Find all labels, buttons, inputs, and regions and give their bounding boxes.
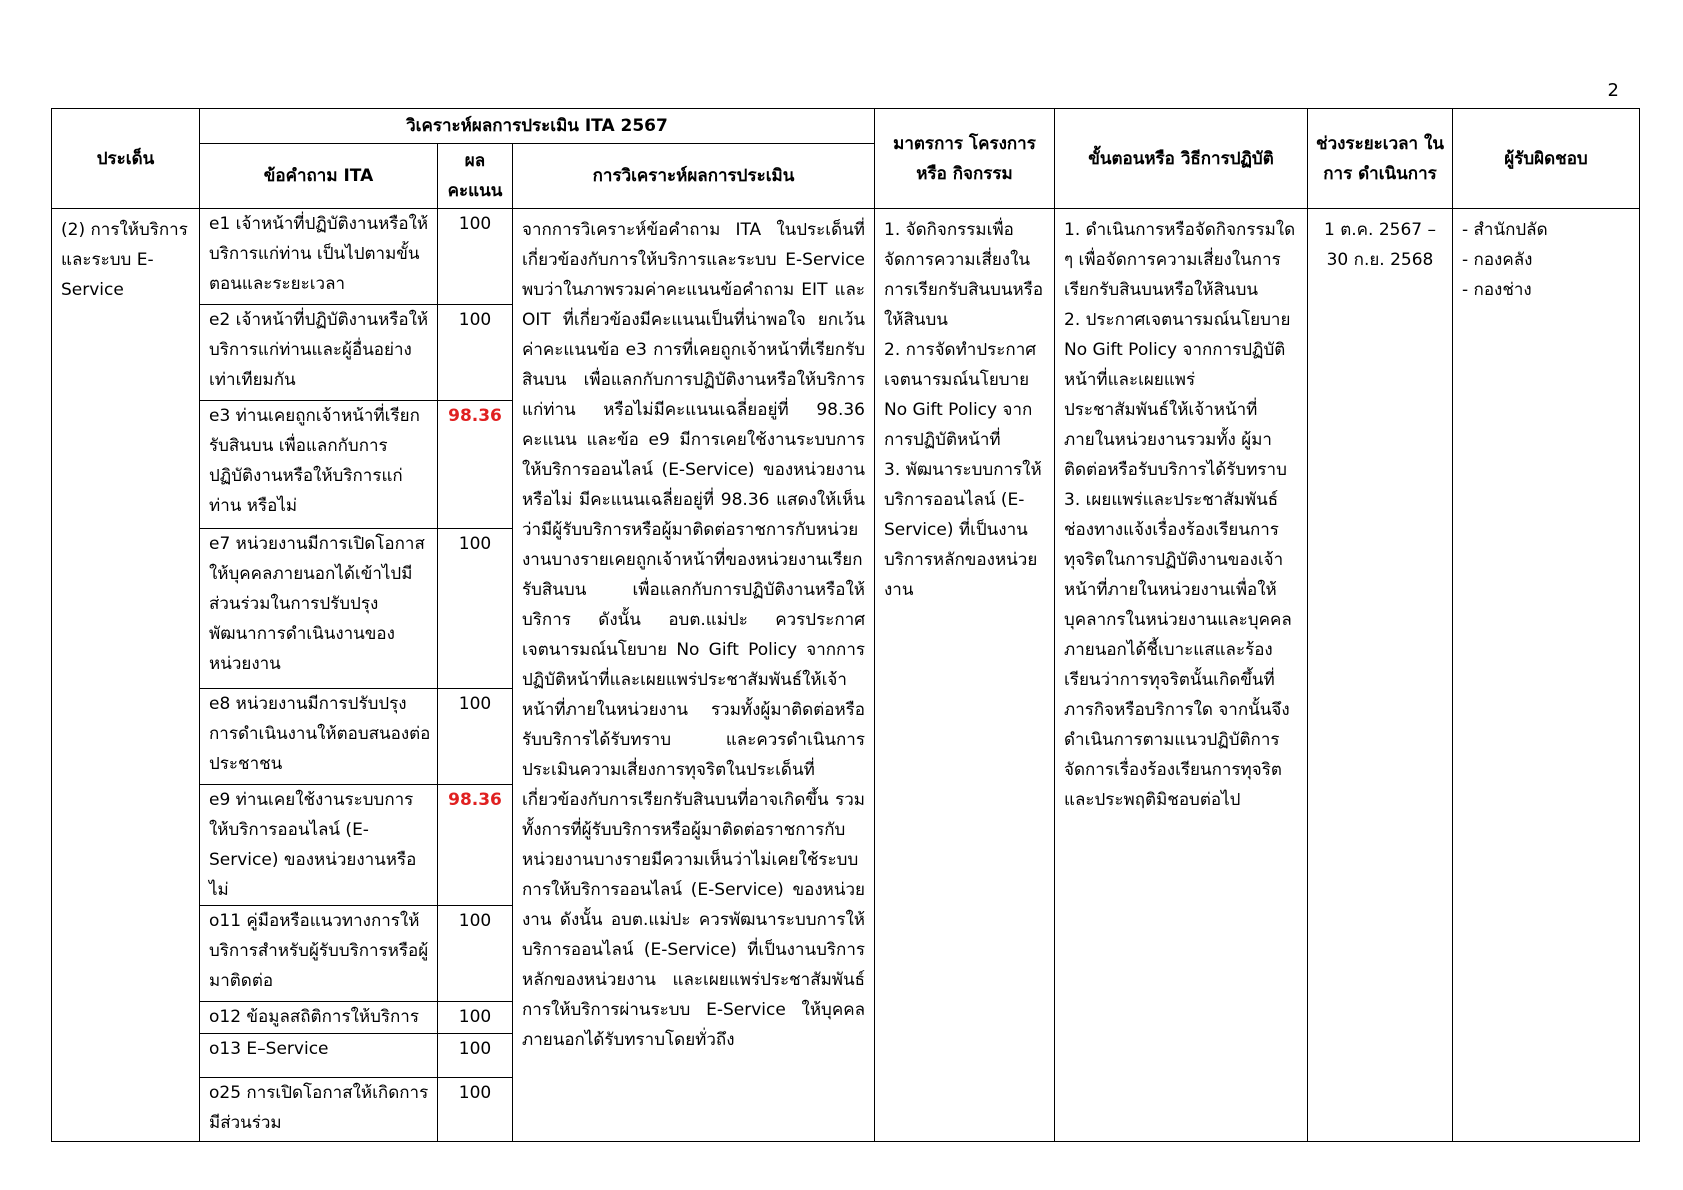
steps-cell [1055, 209, 1308, 1142]
score-cell: 100 [438, 689, 513, 785]
question-cell: e3 ท่านเคยถูกเจ้าหน้าที่เรียกรับสินบน เพื่อแลกกับการปฏิบัติงานหรือให้บริการแก่ท่าน หรือไม่ [200, 401, 438, 529]
question-cell: e7 หน่วยงานมีการเปิดโอกาสให้บุคคลภายนอกได้เข้าไปมีส่วนร่วมในการปรับปรุงพัฒนาการดำเนินงานของหน่วยงาน [200, 529, 438, 689]
score-cell: 100 [438, 906, 513, 1002]
question-cell: o11 คู่มือหรือแนวทางการให้บริการสำหรับผู้รับบริการหรือผู้มาติดต่อ [200, 906, 438, 1002]
header-question: ข้อคำถาม ITA [200, 144, 438, 209]
question-cell: o25 การเปิดโอกาสให้เกิดการมีส่วนร่วม [200, 1078, 438, 1142]
header-responsible: ผู้รับผิดชอบ [1453, 109, 1640, 209]
ita-improvement-table [51, 108, 1640, 1142]
measure-item: 1. จัดกิจกรรมเพื่อจัดการความเสี่ยงในการเรียกรับสินบนหรือให้สินบน [884, 220, 1044, 330]
page-number: 2 [1607, 80, 1619, 101]
question-cell: e1 เจ้าหน้าที่ปฏิบัติงานหรือให้บริการแก่ท่าน เป็นไปตามขั้นตอนและระยะเวลา [200, 209, 438, 305]
period-cell: 1 ต.ค. 2567 – 30 ก.ย. 2568 [1308, 209, 1453, 1142]
header-analysis: การวิเคราะห์ผลการประเมิน [513, 144, 875, 209]
header-score: ผล คะแนน [438, 144, 513, 209]
score-cell: 100 [438, 529, 513, 689]
responsible-cell [1453, 209, 1640, 1142]
issue-cell: (2) การให้บริการและระบบ E-Service [52, 209, 200, 1142]
header-issue: ประเด็น [52, 109, 200, 209]
score-cell: 100 [438, 209, 513, 305]
question-cell: o13 E–Service [200, 1034, 438, 1078]
step-item: 2. ประกาศเจตนารมณ์นโยบาย No Gift Policy จากการปฏิบัติหน้าที่และเผยแพร่ประชาสัมพันธ์ให้เจ้าหน้าที่ภายในหน่วยงานรวมทั้ง ผู้มาติดต่อหรือรับบริการได้รับทราบ [1064, 310, 1291, 480]
responsible-item: - สำนักปลัด [1462, 220, 1548, 240]
score-cell: 100 [438, 1034, 513, 1078]
score-cell-low: 98.36 [438, 785, 513, 906]
header-measures: มาตรการ โครงการ หรือ กิจกรรม [875, 109, 1055, 209]
measures-cell [875, 209, 1055, 1142]
question-cell: e9 ท่านเคยใช้งานระบบการให้บริการออนไลน์ (E-Service) ของหน่วยงานหรือไม่ [200, 785, 438, 906]
header-steps: ขั้นตอนหรือ วิธีการปฏิบัติ [1055, 109, 1308, 209]
header-period: ช่วงระยะเวลา ในการ ดำเนินการ [1308, 109, 1453, 209]
step-item: 1. ดำเนินการหรือจัดกิจกรรมใด ๆ เพื่อจัดการความเสี่ยงในการเรียกรับสินบนหรือให้สินบน [1064, 220, 1296, 300]
score-cell: 100 [438, 1078, 513, 1142]
measure-item: 2. การจัดทำประกาศเจตนารมณ์นโยบาย No Gift Policy จากการปฏิบัติหน้าที่ [884, 340, 1037, 450]
header-analysis-group: วิเคราะห์ผลการประเมิน ITA 2567 [200, 109, 875, 144]
measure-item: 3. พัฒนาระบบการให้บริการออนไลน์ (E-Service) ที่เป็นงานบริการหลักของหน่วยงาน [884, 460, 1042, 600]
responsible-item: - กองคลัง [1462, 250, 1533, 270]
score-cell: 100 [438, 1002, 513, 1034]
question-cell: e8 หน่วยงานมีการปรับปรุงการดำเนินงานให้ตอบสนองต่อประชาชน [200, 689, 438, 785]
analysis-cell: จากการวิเคราะห์ข้อคำถาม ITA ในประเด็นที่เกี่ยวข้องกับการให้บริการและระบบ E-Service พบว่าในภาพรวมค่าคะแนนข้อคำถาม EIT และ OIT ที่เกี่ยวข้องมีคะแนนเป็นที่น่าพอใจ ยกเว้นค่าคะแนนข้อ e3 การที่เคยถูกเจ้าหน้าที่เรียกรับสินบน เพื่อแลกกับการปฏิบัติงานหรือให้บริการแก่ท่าน หรือไม่มีคะแนนเฉลี่ยอยู่ที่ 98.36 คะแนน และข้อ e9 มีการเคยใช้งานระบบการให้บริการออนไลน์ (E-Service) ของหน่วยงานหรือไม่ มีคะแนนเฉลี่ยอยู่ที่ 98.36 แสดงให้เห็นว่ามีผู้รับบริการหรือผู้มาติดต่อราชการกับหน่วยงานบางรายเคยถูกเจ้าหน้าที่ของหน่วยงานเรียกรับสินบน เพื่อแลกกับการปฏิบัติงานหรือให้บริการ ดังนั้น อบต.แม่ปะ ควรประกาศเจตนารมณ์นโยบาย No Gift Policy จากการปฏิบัติหน้าที่และเผยแพร่ประชาสัมพันธ์ให้เจ้าหน้าที่ภายในหน่วยงาน รวมทั้งผู้มาติดต่อหรือรับบริการได้รับทราบ และควรดำเนินการประเมินความเสี่ยงการทุจริตในประเด็นที่เกี่ยวข้องกับการเรียกรับสินบนที่อาจเกิดขึ้น รวมทั้งการที่ผู้รับบริการหรือผู้มาติดต่อราชการกับหน่วยงานบางรายมีความเห็นว่าไม่เคยใช้ระบบการให้บริการออนไลน์ (E-Service) ของหน่วยงาน ดังนั้น อบต.แม่ปะ ควรพัฒนาระบบการให้บริการออนไลน์ (E-Service) ที่เป็นงานบริการหลักของหน่วยงาน และเผยแพร่ประชาสัมพันธ์การให้บริการผ่านระบบ E-Service ให้บุคคลภายนอกได้รับทราบโดยทั่วถึง [513, 209, 875, 1142]
responsible-item: - กองช่าง [1462, 280, 1532, 300]
question-cell: e2 เจ้าหน้าที่ปฏิบัติงานหรือให้บริการแก่ท่านและผู้อื่นอย่างเท่าเทียมกัน [200, 305, 438, 401]
score-cell-low: 98.36 [438, 401, 513, 529]
score-cell: 100 [438, 305, 513, 401]
question-cell: o12 ข้อมูลสถิติการให้บริการ [200, 1002, 438, 1034]
step-item: 3. เผยแพร่และประชาสัมพันธ์ช่องทางแจ้งเรื่องร้องเรียนการทุจริตในการปฏิบัติงานของเจ้าหน้าที่ภายในหน่วยงานเพื่อให้บุคลากรในหน่วยงานและบุคคล ภายนอกได้ชี้เบาะแสและร้องเรียนว่าการทุจริตนั้นเกิดขึ้นที่ภารกิจหรือบริการใด จากนั้นจึงดำเนินการตามแนวปฏิบัติการจัดการเรื่องร้องเรียนการทุจริตและประพฤติมิชอบต่อไป [1064, 490, 1292, 810]
